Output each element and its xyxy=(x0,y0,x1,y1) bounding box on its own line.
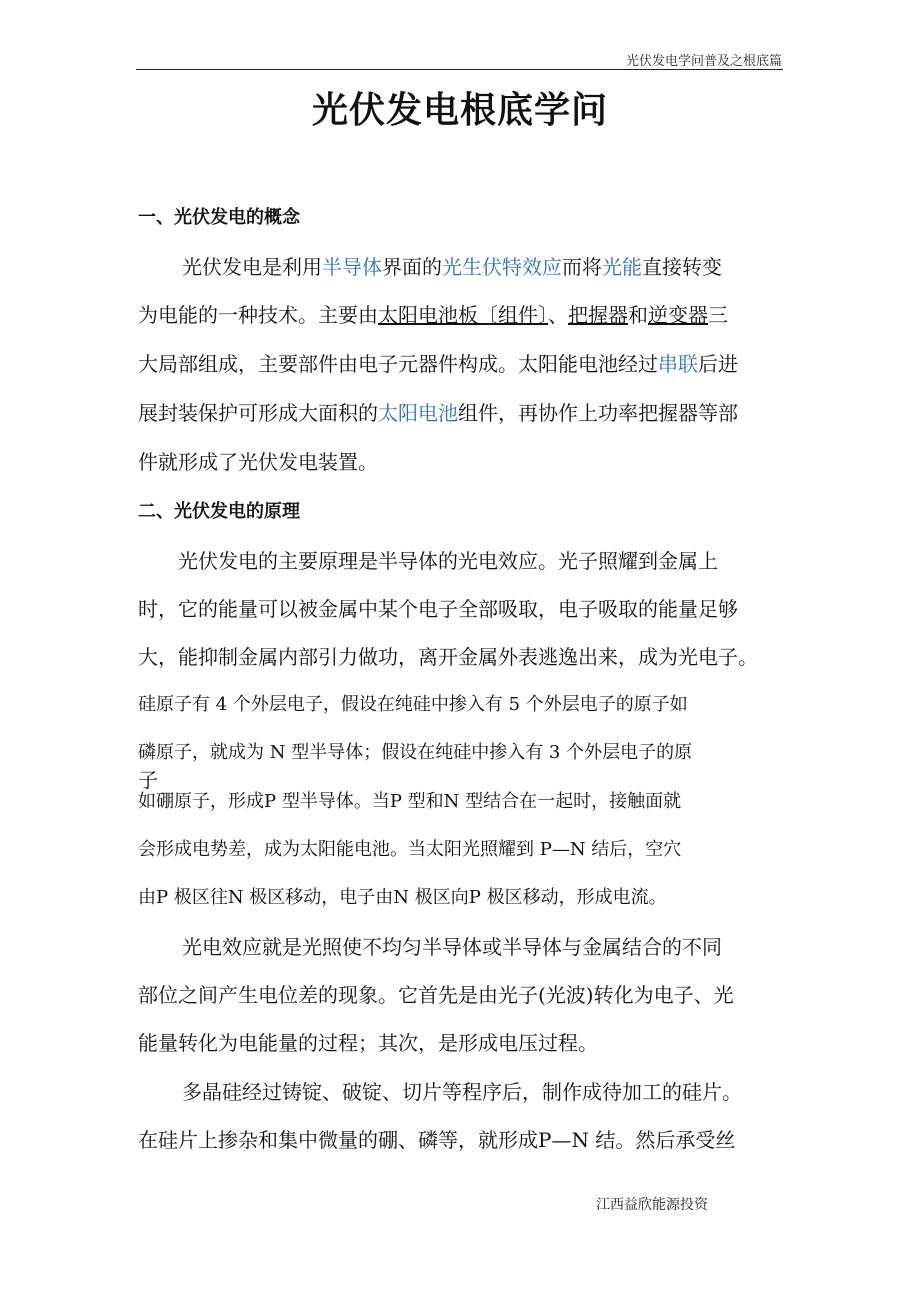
paragraph-line: 硅原子有 4 个外层电子，假设在纯硅中掺入有 5 个外层电子的原子如 xyxy=(138,694,688,715)
paragraph-line: 光伏发电的主要原理是半导体的光电效应。光子照耀到金属上 xyxy=(178,549,718,573)
underlined-term-inverter: 逆变器 xyxy=(648,303,708,327)
paragraph-line: 如硼原子，形成P 型半导体。当P 型和N 型结合在一起时，接触面就 xyxy=(138,791,682,812)
text-run: 组件，再协作上功率把握器等部 xyxy=(458,401,738,425)
paragraph-line: 时，它的能量可以被金属中某个电子全部吸取，电子吸取的能量足够 xyxy=(138,597,738,621)
page-title: 光伏发电根底学问 xyxy=(311,90,608,131)
paragraph-line xyxy=(138,397,738,426)
text-run: 后进 xyxy=(698,352,738,376)
text-run: 界面的 xyxy=(382,255,442,279)
page-footer: 江西益欣能源投资 xyxy=(596,1197,708,1213)
text-run: 直接转变 xyxy=(642,255,722,279)
paragraph-line: 由P 极区往N 极区移动，电子由N 极区向P 极区移动，形成电流。 xyxy=(138,887,667,908)
link-photovoltaic-effect[interactable]: 光生伏特效应 xyxy=(442,255,562,279)
text-run: 大局部组成，主要部件由电子元器件构成。太阳能电池经过 xyxy=(138,352,658,376)
link-light-energy[interactable]: 光能 xyxy=(602,255,642,279)
header-rule xyxy=(136,69,783,70)
paragraph-line: 件就形成了光伏发电装置。 xyxy=(138,450,378,474)
text-run: 、 xyxy=(548,303,568,327)
paragraph-line: 多晶硅经过铸锭、破锭、切片等程序后，制作成待加工的硅片。 xyxy=(182,1080,742,1104)
text-run: 和 xyxy=(628,303,648,327)
paragraph-line: 能量转化为电能量的过程；其次，是形成电压过程。 xyxy=(138,1031,598,1055)
paragraph-line xyxy=(138,348,738,377)
section-heading-1: 一、光伏发电的概念 xyxy=(138,207,300,228)
paragraph-line xyxy=(138,299,728,328)
clipped-line-fragment: 子 xyxy=(138,768,158,792)
paragraph-line: 磷原子，就成为 N 型半导体；假设在纯硅中掺入有 3 个外层电子的原 xyxy=(138,742,693,763)
paragraph-line: 大，能抑制金属内部引力做功，离开金属外表逃逸出来，成为光电子。 xyxy=(138,645,758,669)
text-run: 展封装保护可形成大面积的 xyxy=(138,401,378,425)
paragraph-line: 会形成电势差，成为太阳能电池。当太阳光照耀到 P—N 结后，空穴 xyxy=(138,839,682,860)
underlined-term-controller: 把握器 xyxy=(568,303,628,327)
paragraph-line xyxy=(182,251,722,280)
link-series[interactable]: 串联 xyxy=(658,352,698,376)
running-header: 光伏发电学问普及之根底篇 xyxy=(625,54,782,69)
text-run: 为电能的一种技术。主要由 xyxy=(138,303,378,327)
text-run: 而将 xyxy=(562,255,602,279)
underlined-term-solar-panel: 太阳电池板〔组件〕 xyxy=(378,303,548,327)
paragraph-line: 部位之间产生电位差的现象。它首先是由光子(光波)转化为电子、光 xyxy=(138,983,734,1007)
link-semiconductor[interactable]: 半导体 xyxy=(322,255,382,279)
text-run: 光伏发电是利用 xyxy=(182,255,322,279)
text-run: 三 xyxy=(708,303,728,327)
paragraph-line: 在硅片上掺杂和集中微量的硼、磷等，就形成P—N 结。然后承受丝 xyxy=(138,1128,736,1152)
link-solar-cell[interactable]: 太阳电池 xyxy=(378,401,458,425)
paragraph-line: 光电效应就是光照使不均匀半导体或半导体与金属结合的不同 xyxy=(182,935,722,959)
section-heading-2: 二、光伏发电的原理 xyxy=(138,501,300,522)
